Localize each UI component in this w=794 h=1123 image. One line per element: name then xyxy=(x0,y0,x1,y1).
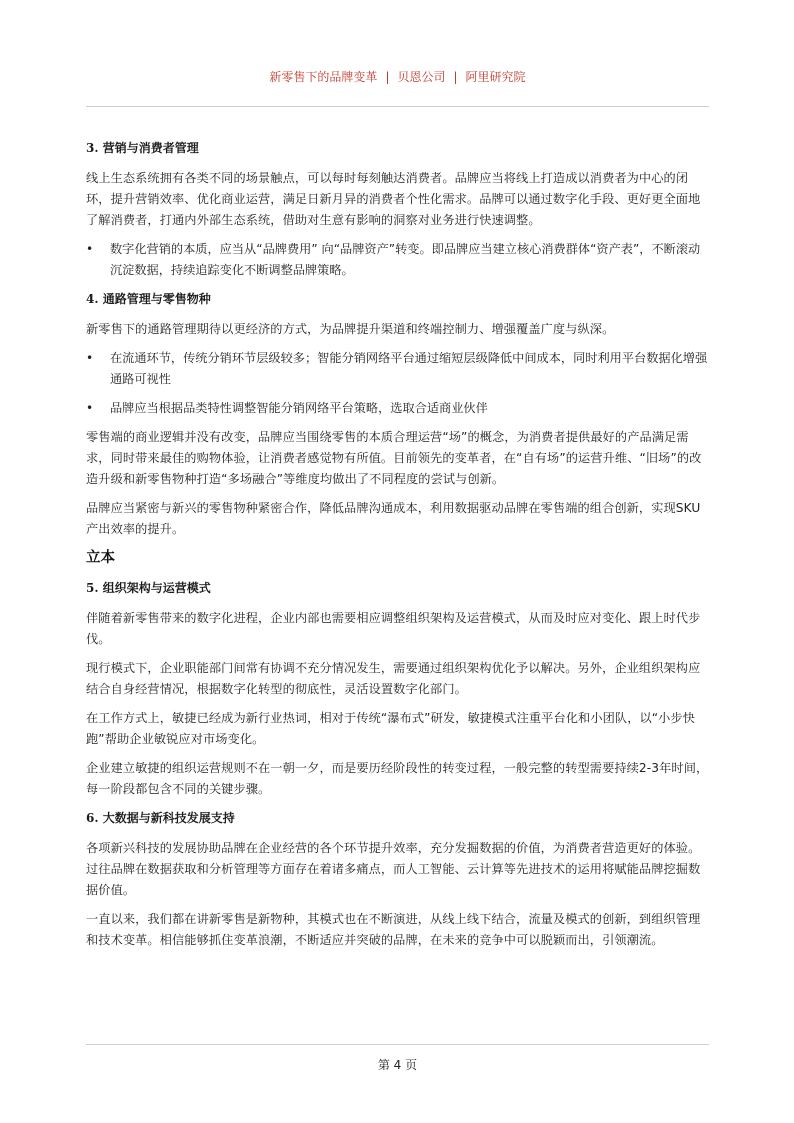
bullet-text: 品牌应当根据品类特性调整智能分销网络平台策略，选取合适商业伙伴 xyxy=(110,401,488,415)
bullet-item xyxy=(86,239,709,281)
header-separator: | xyxy=(453,70,458,84)
bullet-item xyxy=(86,398,709,419)
paragraph: 新零售下的通路管理期待以更经济的方式，为品牌提升渠道和终端控制力、增强覆盖广度与纵深。 xyxy=(86,322,615,336)
paragraph: 品牌应当紧密与新兴的零售物种紧密合作，降低品牌沟通成本，利用数据驱动品牌在零售端的组合创新，实现SKU产出效率的提升。 xyxy=(86,501,701,536)
bullet-icon: • xyxy=(86,401,94,415)
section-heading-channel: 4. 通路管理与零售物种 xyxy=(86,292,211,306)
bullet-text: 在流通环节，传统分销环节层级较多；智能分销网络平台通过缩短层级降低中间成本，同时利用平台数据化增强通路可视性 xyxy=(110,351,708,386)
header-title: 新零售下的品牌变革 xyxy=(269,70,378,84)
page-footer xyxy=(86,1044,709,1085)
paragraph: 零售端的商业逻辑并没有改变，品牌应当围绕零售的本质合理运营“场”的概念，为消费者提供最好的产品满足需求，同时带来最佳的购物体验，让消费者感觉物有所值。目前领先的变革者，在“自有场”的运营升维、“旧场”的改造升级和新零售物种打造“多场融合”等维度均做出了不同程度的尝试与创新。 xyxy=(86,430,702,486)
paragraph: 一直以来，我们都在讲新零售是新物种，其模式也在不断演进，从线上线下结合，流量及模式的创新，到组织管理和技术变革。相信能够抓住变革浪潮，不断适应并突破的品牌，在未来的竞争中可以脱颖而出，引领潮流。 xyxy=(86,912,701,947)
bullet-item xyxy=(86,348,709,390)
bullet-list xyxy=(86,239,709,281)
bullet-text: 数字化营销的本质，应当从“品牌费用” 向“品牌资产”转变。即品牌应当建立核心消费群体“资产表”，不断滚动沉淀数据，持续追踪变化不断调整品牌策略。 xyxy=(110,242,701,277)
paragraph: 现行模式下，企业职能部门间常有协调不充分情况发生，需要通过组织架构优化予以解决。另外，企业组织架构应结合自身经营情况，根据数字化转型的彻底性，灵活设置数字化部门。 xyxy=(86,661,701,696)
paragraph: 伴随着新零售带来的数字化进程，企业内部也需要相应调整组织架构及运营模式，从而及时应对变化、跟上时代步伐。 xyxy=(86,611,701,646)
paragraph: 企业建立敏捷的组织运营规则不在一朝一夕，而是要历经阶段性的转变过程，一般完整的转型需要持续2-3年时间，每一阶段都包含不同的关键步骤。 xyxy=(86,761,709,796)
paragraph: 各项新兴科技的发展协助品牌在企业经营的各个环节提升效率，充分发掘数据的价值，为消费者营造更好的体验。过往品牌在数据获取和分析管理等方面存在着诸多痛点，而人工智能、云计算等先进技术的运用将赋能品牌挖掘数据价值。 xyxy=(86,841,701,897)
section-heading-marketing: 3. 营销与消费者管理 xyxy=(86,141,199,155)
page-number: 第 4 页 xyxy=(377,1058,418,1072)
section-heading-organization: 5. 组织架构与运营模式 xyxy=(86,581,211,595)
header-separator: | xyxy=(385,70,390,84)
bullet-icon: • xyxy=(86,351,94,365)
section-heading-technology: 6. 大数据与新科技发展支持 xyxy=(86,811,235,825)
page-header xyxy=(86,62,709,107)
paragraph: 线上生态系统拥有各类不同的场景触点，可以每时每刻触达消费者。品牌应当将线上打造成以消费者为中心的闭环，提升营销效率、优化商业运营，满足日新月异的消费者个性化需求。品牌可以通过数字化手段、更好更全面地了解消费者，打通内外部生态系统，借助对生意有影响的洞察对业务进行快速调整。 xyxy=(86,171,701,227)
paragraph: 在工作方式上，敏捷已经成为新行业热词，相对于传统“瀑布式”研发，敏捷模式注重平台化和小团队，以“小步快跑”帮助企业敏锐应对市场变化。 xyxy=(86,711,696,746)
bullet-icon: • xyxy=(86,242,94,256)
part-heading: 立本 xyxy=(86,549,115,566)
bullet-list xyxy=(86,348,709,419)
header-company: 贝恩公司 xyxy=(397,70,446,84)
header-institute: 阿里研究院 xyxy=(465,70,526,84)
document-body xyxy=(86,138,709,959)
